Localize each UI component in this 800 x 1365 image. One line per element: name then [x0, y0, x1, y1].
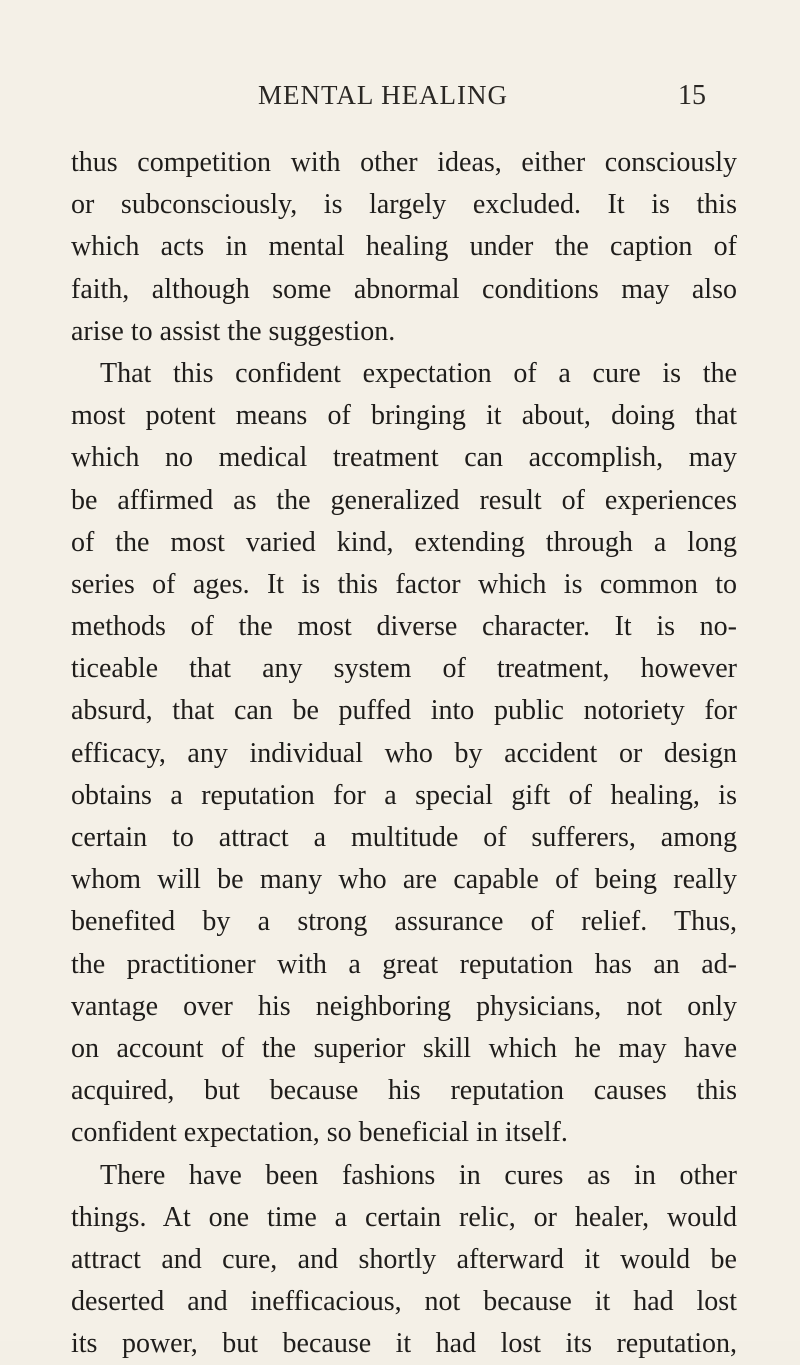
body-line-27: attract and cure, and shortly afterward it would be: [71, 1243, 737, 1275]
body-line-15: efficacy, any individual who by accident or design: [71, 737, 737, 769]
body-line-21: vantage over his neighboring physicians, not only: [71, 990, 737, 1022]
body-line-18: whom will be many who are capable of being really: [71, 864, 737, 896]
body-line-24: confident expectation, so beneficial in itself.: [71, 1117, 568, 1149]
body-line-22: on account of the superior skill which he may have: [71, 1032, 737, 1064]
body-line-5: arise to assist the suggestion.: [71, 315, 396, 347]
body-line-29: its power, but because it had lost its reputation,: [71, 1328, 737, 1360]
body-line-16: obtains a reputation for a special gift of healing, is: [71, 779, 737, 811]
page-number: 15: [678, 80, 706, 111]
body-line-12: methods of the most diverse character. It is no-: [71, 611, 737, 643]
body-line-4: faith, although some abnormal conditions may also: [71, 273, 737, 305]
body-line-13: ticeable that any system of treatment, however: [71, 653, 737, 685]
body-line-6: That this confident expectation of a cure is the: [100, 357, 737, 389]
body-line-28: deserted and inefficacious, not because it had lost: [71, 1286, 737, 1318]
body-line-3: which acts in mental healing under the caption of: [71, 231, 737, 263]
body-text: [71, 142, 737, 1365]
running-head: [0, 80, 800, 124]
body-line-19: benefited by a strong assurance of relief. Thus,: [71, 906, 737, 938]
body-line-2: or subconsciously, is largely excluded. It is this: [71, 189, 737, 221]
body-line-23: acquired, but because his reputation causes this: [71, 1075, 737, 1107]
body-line-9: be affirmed as the generalized result of experiences: [71, 484, 737, 516]
body-line-14: absurd, that can be puffed into public notoriety for: [71, 695, 737, 727]
body-line-1: thus competition with other ideas, either consciously: [71, 147, 737, 178]
running-title: MENTAL HEALING: [258, 80, 509, 110]
body-line-26: things. At one time a certain relic, or healer, would: [71, 1201, 737, 1233]
body-line-20: the practitioner with a great reputation has an ad-: [71, 948, 737, 980]
body-line-7: most potent means of bringing it about, doing that: [71, 400, 737, 432]
body-line-25: There have been fashions in cures as in other: [100, 1159, 737, 1191]
body-line-17: certain to attract a multitude of sufferers, among: [71, 822, 737, 853]
body-line-10: of the most varied kind, extending through a long: [71, 526, 737, 558]
body-line-8: which no medical treatment can accomplish, may: [71, 442, 737, 474]
body-line-11: series of ages. It is this factor which is common to: [71, 568, 737, 600]
